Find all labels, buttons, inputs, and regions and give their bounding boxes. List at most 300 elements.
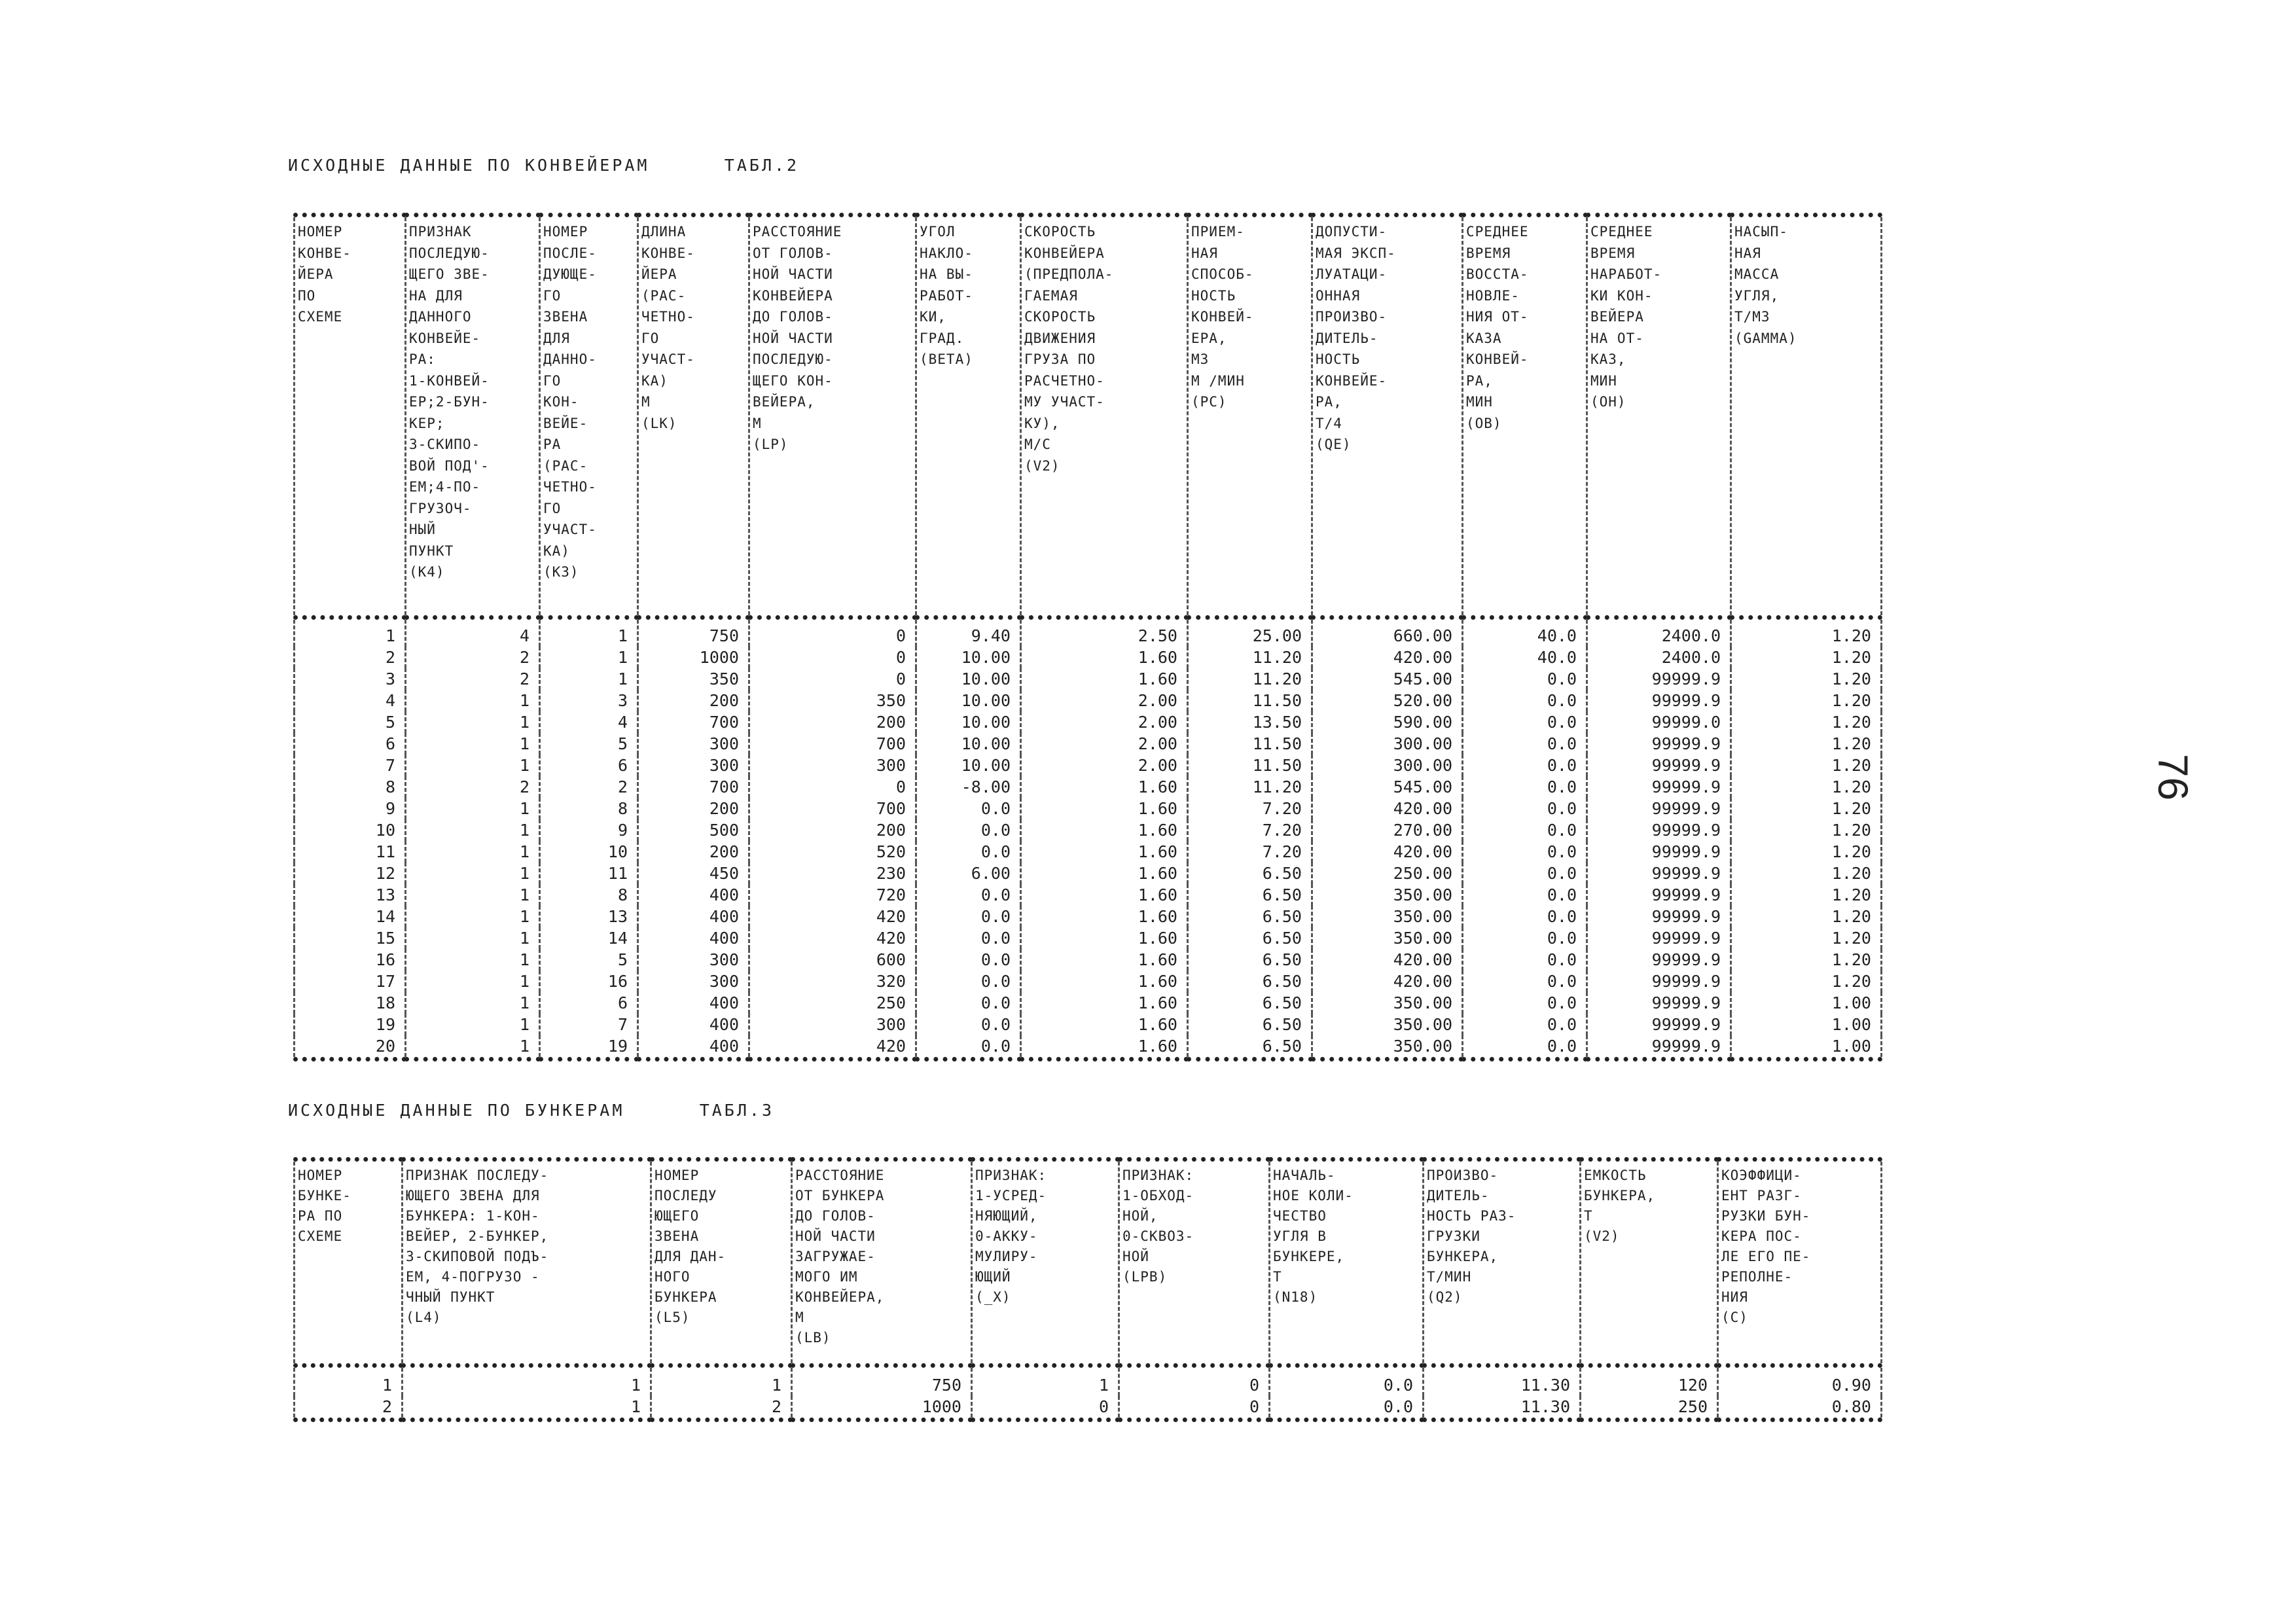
table-cell: 400 xyxy=(638,992,749,1014)
column-header: СКОРОСТЬ КОНВЕЙЕРА (ПРЕДПОЛА- ГАЕМАЯ СКОРОСТЬ ДВИЖЕНИЯ ГРУЗА ПО РАСЧЕТНО- МУ УЧАСТ- КУ), М/С (V2) xyxy=(1021,215,1188,618)
table-cell: 1 xyxy=(403,1396,651,1420)
column-header: ДЛИНА КОНВЕ- ЙЕРА (РАС- ЧЕТНО- ГО УЧАСТ- КА) М (LK) xyxy=(638,215,749,618)
table-cell: 2.00 xyxy=(1021,690,1188,711)
table-cell: 0.0 xyxy=(1463,819,1587,841)
table-cell: 1 xyxy=(540,668,638,690)
table-cell: 1 xyxy=(406,927,540,949)
table-cell: 8 xyxy=(295,776,406,798)
column-header: ПРИЗНАК: 1-ОБХОД- НОЙ, 0-СКВОЗ- НОЙ (LPB) xyxy=(1119,1160,1270,1366)
table-row xyxy=(295,755,1882,776)
table-cell: 1 xyxy=(406,711,540,733)
table-cell: 0 xyxy=(749,618,916,647)
table-cell: -8.00 xyxy=(916,776,1021,798)
table-cell: 300 xyxy=(638,949,749,971)
column-header: РАССТОЯНИЕ ОТ БУНКЕРА ДО ГОЛОВ- НОЙ ЧАСТИ ЗАГРУЖАЕ- МОГО ИМ КОНВЕЙЕРА, М (LB) xyxy=(792,1160,972,1366)
table-cell: 99999.9 xyxy=(1587,906,1731,927)
table-cell: 6 xyxy=(540,755,638,776)
column-header: НОМЕР ПОСЛЕДУ ЮЩЕГО ЗВЕНА ДЛЯ ДАН- НОГО БУНКЕРА (L5) xyxy=(651,1160,792,1366)
column-header: СРЕДНЕЕ ВРЕМЯ НАРАБОТ- КИ КОН- ВЕЙЕРА НА ОТ- КАЗ, МИН (ОН) xyxy=(1587,215,1731,618)
table-cell: 8 xyxy=(540,884,638,906)
table-cell: 11.50 xyxy=(1188,755,1312,776)
table-cell: 400 xyxy=(638,1014,749,1035)
column-header: КОЭФФИЦИ- ЕНТ РАЗГ- РУЗКИ БУН- КЕРА ПОС- ЛЕ ЕГО ПЕ- РЕПОЛНЕ- НИЯ (C) xyxy=(1718,1160,1882,1366)
table-cell: 16 xyxy=(295,949,406,971)
table-cell: 420.00 xyxy=(1312,647,1463,668)
table-cell: 1.60 xyxy=(1021,1014,1188,1035)
table-cell: 1 xyxy=(406,690,540,711)
table-cell: 0.0 xyxy=(1463,841,1587,863)
table-cell: 0.0 xyxy=(1463,927,1587,949)
table-cell: 19 xyxy=(295,1014,406,1035)
table-cell: 1.20 xyxy=(1731,971,1882,992)
column-header: ПРИЗНАК: 1-УСРЕД- НЯЮЩИЙ, 0-АККУ- МУЛИРУ- ЮЩИЙ (_X) xyxy=(972,1160,1119,1366)
table-cell: 0.0 xyxy=(1463,668,1587,690)
table-cell: 420.00 xyxy=(1312,841,1463,863)
table-cell: 350 xyxy=(638,668,749,690)
table-cell: 5 xyxy=(540,733,638,755)
column-header: НОМЕР КОНВЕ- ЙЕРА ПО СХЕМЕ xyxy=(295,215,406,618)
table-cell: 11 xyxy=(540,863,638,884)
table-cell: 230 xyxy=(749,863,916,884)
table-cell: 600 xyxy=(749,949,916,971)
table-cell: 1.20 xyxy=(1731,733,1882,755)
table-cell: 545.00 xyxy=(1312,668,1463,690)
table2-title: ИСХОДНЫЕ ДАННЫЕ ПО КОНВЕЙЕРАМ ТАБЛ.2 xyxy=(288,156,800,175)
table-row xyxy=(295,733,1882,755)
table-cell: 500 xyxy=(638,819,749,841)
table-cell: 10.00 xyxy=(916,755,1021,776)
table-cell: 4 xyxy=(406,618,540,647)
table-cell: 1.20 xyxy=(1731,711,1882,733)
table-cell: 350.00 xyxy=(1312,927,1463,949)
table-cell: 250.00 xyxy=(1312,863,1463,884)
table-cell: 99999.9 xyxy=(1587,1035,1731,1060)
table-cell: 1.20 xyxy=(1731,949,1882,971)
table-cell: 10.00 xyxy=(916,690,1021,711)
table-cell: 7.20 xyxy=(1188,819,1312,841)
table-cell: 2 xyxy=(406,647,540,668)
table-cell: 1000 xyxy=(638,647,749,668)
table-cell: 99999.9 xyxy=(1587,884,1731,906)
table-cell: 2.50 xyxy=(1021,618,1188,647)
table-cell: 2 xyxy=(406,776,540,798)
table-cell: 200 xyxy=(638,841,749,863)
table-cell: 1.20 xyxy=(1731,819,1882,841)
table-cell: 450 xyxy=(638,863,749,884)
table-row xyxy=(295,841,1882,863)
table-cell: 420.00 xyxy=(1312,949,1463,971)
table-cell: 2 xyxy=(540,776,638,798)
table-cell: 420.00 xyxy=(1312,798,1463,819)
table-row xyxy=(295,1014,1882,1035)
table-row xyxy=(295,949,1882,971)
table-cell: 99999.9 xyxy=(1587,863,1731,884)
table-cell: 1.60 xyxy=(1021,992,1188,1014)
table-cell: 0.90 xyxy=(1718,1366,1882,1397)
table-cell: 13 xyxy=(295,884,406,906)
table-cell: 5 xyxy=(295,711,406,733)
table-cell: 10 xyxy=(295,819,406,841)
table-cell: 6.50 xyxy=(1188,1035,1312,1060)
page-number: 76 xyxy=(2149,754,2197,801)
table-cell: 0 xyxy=(1119,1366,1270,1397)
table-cell: 18 xyxy=(295,992,406,1014)
table-cell: 200 xyxy=(749,819,916,841)
table-cell: 1.20 xyxy=(1731,668,1882,690)
table-cell: 0.0 xyxy=(1463,992,1587,1014)
bunker-table-body xyxy=(295,1366,1882,1420)
bunker-table xyxy=(293,1157,1882,1422)
table-cell: 11 xyxy=(295,841,406,863)
table-cell: 14 xyxy=(540,927,638,949)
table-cell: 1 xyxy=(406,733,540,755)
table-cell: 25.00 xyxy=(1188,618,1312,647)
table-row xyxy=(295,668,1882,690)
table-cell: 0.0 xyxy=(1463,711,1587,733)
table-cell: 1.60 xyxy=(1021,1035,1188,1060)
table-cell: 99999.9 xyxy=(1587,841,1731,863)
table-cell: 660.00 xyxy=(1312,618,1463,647)
table-cell: 0.0 xyxy=(916,819,1021,841)
table-cell: 1 xyxy=(406,819,540,841)
table-cell: 1 xyxy=(295,1366,403,1397)
table-cell: 1.60 xyxy=(1021,971,1188,992)
table-cell: 7.20 xyxy=(1188,841,1312,863)
column-header: НОМЕР ПОСЛЕ- ДУЮЩЕ- ГО ЗВЕНА ДЛЯ ДАННО- ГО КОН- ВЕЙЕ- РА (РАС- ЧЕТНО- ГО УЧАСТ- КА) (К3) xyxy=(540,215,638,618)
table-cell: 1.20 xyxy=(1731,647,1882,668)
table-cell: 6.00 xyxy=(916,863,1021,884)
table-cell: 200 xyxy=(638,690,749,711)
table-cell: 16 xyxy=(540,971,638,992)
table-cell: 99999.9 xyxy=(1587,927,1731,949)
table-cell: 17 xyxy=(295,971,406,992)
table-cell: 99999.9 xyxy=(1587,819,1731,841)
table-cell: 350.00 xyxy=(1312,906,1463,927)
table-cell: 0.0 xyxy=(916,841,1021,863)
table-cell: 0.0 xyxy=(1463,755,1587,776)
table-cell: 300 xyxy=(638,733,749,755)
table-cell: 6.50 xyxy=(1188,884,1312,906)
table-row xyxy=(295,1396,1882,1420)
table-cell: 9 xyxy=(540,819,638,841)
table-cell: 420.00 xyxy=(1312,971,1463,992)
table-cell: 1.60 xyxy=(1021,668,1188,690)
table-cell: 2400.0 xyxy=(1587,647,1731,668)
table-cell: 720 xyxy=(749,884,916,906)
table-cell: 6.50 xyxy=(1188,906,1312,927)
table-cell: 1.60 xyxy=(1021,863,1188,884)
table-cell: 0 xyxy=(749,668,916,690)
table-cell: 200 xyxy=(749,711,916,733)
table-cell: 7 xyxy=(295,755,406,776)
table-cell: 1.20 xyxy=(1731,755,1882,776)
table-cell: 6.50 xyxy=(1188,927,1312,949)
table-row xyxy=(295,618,1882,647)
table-cell: 0 xyxy=(749,647,916,668)
table-cell: 12 xyxy=(295,863,406,884)
table-cell: 1 xyxy=(406,863,540,884)
table-row xyxy=(295,711,1882,733)
table-cell: 10 xyxy=(540,841,638,863)
table-cell: 1.60 xyxy=(1021,798,1188,819)
table-cell: 0.0 xyxy=(1270,1366,1424,1397)
table-cell: 0.0 xyxy=(1463,884,1587,906)
column-header: ПРИЕМ- НАЯ СПОСОБ- НОСТЬ КОНВЕЙ- ЕРА, М3 М /МИН (PC) xyxy=(1188,215,1312,618)
table-cell: 350.00 xyxy=(1312,1014,1463,1035)
table-cell: 99999.9 xyxy=(1587,1014,1731,1035)
table-cell: 400 xyxy=(638,1035,749,1060)
table-cell: 99999.9 xyxy=(1587,776,1731,798)
table-cell: 0.0 xyxy=(916,949,1021,971)
table-cell: 1.20 xyxy=(1731,618,1882,647)
table-cell: 200 xyxy=(638,798,749,819)
table-cell: 300 xyxy=(749,1014,916,1035)
table-header-row xyxy=(295,1160,1882,1366)
table-cell: 10.00 xyxy=(916,733,1021,755)
table-cell: 1.20 xyxy=(1731,690,1882,711)
table-cell: 1.20 xyxy=(1731,906,1882,927)
table-cell: 6.50 xyxy=(1188,949,1312,971)
table-cell: 0 xyxy=(972,1396,1119,1420)
table-cell: 1 xyxy=(295,618,406,647)
table-cell: 11.50 xyxy=(1188,690,1312,711)
table-cell: 10.00 xyxy=(916,647,1021,668)
table-cell: 9.40 xyxy=(916,618,1021,647)
table-cell: 1.60 xyxy=(1021,884,1188,906)
table-cell: 1000 xyxy=(792,1396,972,1420)
table-cell: 400 xyxy=(638,927,749,949)
table-cell: 1 xyxy=(406,949,540,971)
table-cell: 1 xyxy=(651,1366,792,1397)
table-cell: 99999.0 xyxy=(1587,711,1731,733)
table-cell: 0.0 xyxy=(1463,1014,1587,1035)
table-row xyxy=(295,1035,1882,1060)
table-cell: 400 xyxy=(638,906,749,927)
table-cell: 350 xyxy=(749,690,916,711)
table-cell: 300 xyxy=(749,755,916,776)
conveyor-table-body xyxy=(295,618,1882,1060)
table-row xyxy=(295,819,1882,841)
table-cell: 13.50 xyxy=(1188,711,1312,733)
table-cell: 6.50 xyxy=(1188,971,1312,992)
table-cell: 11.20 xyxy=(1188,668,1312,690)
table-cell: 0.0 xyxy=(1463,733,1587,755)
table-cell: 120 xyxy=(1581,1366,1718,1397)
table-cell: 750 xyxy=(638,618,749,647)
table-row xyxy=(295,971,1882,992)
table-cell: 14 xyxy=(295,906,406,927)
table-cell: 0.0 xyxy=(916,971,1021,992)
table-cell: 99999.9 xyxy=(1587,733,1731,755)
table-cell: 1 xyxy=(406,884,540,906)
table-cell: 1 xyxy=(406,906,540,927)
table-cell: 420 xyxy=(749,1035,916,1060)
table-cell: 0.0 xyxy=(916,906,1021,927)
table-cell: 0.0 xyxy=(916,992,1021,1014)
table-cell: 0.0 xyxy=(1463,863,1587,884)
table-cell: 0 xyxy=(749,776,916,798)
column-header: ПРИЗНАК ПОСЛЕДУЮ- ЩЕГО ЗВЕ- НА ДЛЯ ДАННОГО КОНВЕЙЕ- РА: 1-КОНВЕЙ- ЕР;2-БУН- КЕР; 3-СКИПО- ВОЙ ПОД'- ЕМ;4-ПО- ГРУЗОЧ- НЫЙ ПУНКТ (К4) xyxy=(406,215,540,618)
table-cell: 6.50 xyxy=(1188,863,1312,884)
table-cell: 40.0 xyxy=(1463,618,1587,647)
table-cell: 545.00 xyxy=(1312,776,1463,798)
table-cell: 11.30 xyxy=(1424,1366,1581,1397)
table-cell: 270.00 xyxy=(1312,819,1463,841)
table-row xyxy=(295,884,1882,906)
table-cell: 0.0 xyxy=(1463,949,1587,971)
table-cell: 20 xyxy=(295,1035,406,1060)
table-row xyxy=(295,906,1882,927)
table-cell: 2.00 xyxy=(1021,733,1188,755)
table-cell: 420 xyxy=(749,906,916,927)
table-cell: 700 xyxy=(749,733,916,755)
table-cell: 3 xyxy=(540,690,638,711)
table-cell: 0.0 xyxy=(916,884,1021,906)
table-cell: 0.0 xyxy=(1463,690,1587,711)
table-cell: 9 xyxy=(295,798,406,819)
table-cell: 99999.9 xyxy=(1587,971,1731,992)
table-cell: 7.20 xyxy=(1188,798,1312,819)
table-cell: 99999.9 xyxy=(1587,690,1731,711)
table-cell: 6.50 xyxy=(1188,1014,1312,1035)
table-cell: 350.00 xyxy=(1312,992,1463,1014)
table-row xyxy=(295,776,1882,798)
table-cell: 520.00 xyxy=(1312,690,1463,711)
table-header-row xyxy=(295,215,1882,618)
column-header: НОМЕР БУНКЕ- РА ПО СХЕМЕ xyxy=(295,1160,403,1366)
table-cell: 1.60 xyxy=(1021,949,1188,971)
table-cell: 6.50 xyxy=(1188,992,1312,1014)
table-cell: 99999.9 xyxy=(1587,668,1731,690)
table-cell: 300 xyxy=(638,971,749,992)
table-cell: 1 xyxy=(406,1014,540,1035)
table-cell: 4 xyxy=(540,711,638,733)
table-cell: 250 xyxy=(1581,1396,1718,1420)
column-header: ПРОИЗВО- ДИТЕЛЬ- НОСТЬ РАЗ- ГРУЗКИ БУНКЕРА, Т/МИН (Q2) xyxy=(1424,1160,1581,1366)
table-cell: 1.60 xyxy=(1021,647,1188,668)
table-cell: 13 xyxy=(540,906,638,927)
table-cell: 1.00 xyxy=(1731,1035,1882,1060)
table-cell: 1.60 xyxy=(1021,927,1188,949)
table-cell: 10.00 xyxy=(916,711,1021,733)
table-cell: 10.00 xyxy=(916,668,1021,690)
table-cell: 0.0 xyxy=(916,927,1021,949)
table-row xyxy=(295,647,1882,668)
table-cell: 1 xyxy=(540,618,638,647)
table-cell: 2 xyxy=(295,647,406,668)
table-cell: 1.20 xyxy=(1731,798,1882,819)
table-cell: 300 xyxy=(638,755,749,776)
table-cell: 8 xyxy=(540,798,638,819)
table-cell: 1 xyxy=(406,755,540,776)
table-cell: 320 xyxy=(749,971,916,992)
table-cell: 1.00 xyxy=(1731,992,1882,1014)
table-cell: 1.60 xyxy=(1021,906,1188,927)
table-cell: 99999.9 xyxy=(1587,949,1731,971)
table-cell: 0.0 xyxy=(916,798,1021,819)
table-cell: 1 xyxy=(972,1366,1119,1397)
table-cell: 0.0 xyxy=(1463,1035,1587,1060)
table-cell: 700 xyxy=(638,776,749,798)
table-row xyxy=(295,992,1882,1014)
table-cell: 2400.0 xyxy=(1587,618,1731,647)
column-header: РАССТОЯНИЕ ОТ ГОЛОВ- НОЙ ЧАСТИ КОНВЕЙЕРА ДО ГОЛОВ- НОЙ ЧАСТИ ПОСЛЕДУЮ- ЩЕГО КОН- ВЕЙЕРА, М (LP) xyxy=(749,215,916,618)
table-cell: 11.30 xyxy=(1424,1396,1581,1420)
table-cell: 19 xyxy=(540,1035,638,1060)
table-cell: 4 xyxy=(295,690,406,711)
table-cell: 350.00 xyxy=(1312,1035,1463,1060)
table-cell: 1.20 xyxy=(1731,927,1882,949)
table-cell: 0.0 xyxy=(1463,776,1587,798)
table-cell: 2.00 xyxy=(1021,711,1188,733)
table-cell: 99999.9 xyxy=(1587,798,1731,819)
table-cell: 6 xyxy=(295,733,406,755)
column-header: УГОЛ НАКЛО- НА ВЫ- РАБОТ- КИ, ГРАД. (BETA) xyxy=(916,215,1021,618)
table-cell: 1.20 xyxy=(1731,863,1882,884)
table-cell: 590.00 xyxy=(1312,711,1463,733)
table-cell: 350.00 xyxy=(1312,884,1463,906)
table-row xyxy=(295,1366,1882,1397)
table-cell: 520 xyxy=(749,841,916,863)
table-cell: 700 xyxy=(749,798,916,819)
table-cell: 1.20 xyxy=(1731,884,1882,906)
table-cell: 0.80 xyxy=(1718,1396,1882,1420)
table-cell: 420 xyxy=(749,927,916,949)
table-cell: 0.0 xyxy=(916,1035,1021,1060)
table-cell: 1.00 xyxy=(1731,1014,1882,1035)
table-cell: 99999.9 xyxy=(1587,755,1731,776)
table-cell: 1 xyxy=(406,992,540,1014)
column-header: ЕМКОСТЬ БУНКЕРА, Т (V2) xyxy=(1581,1160,1718,1366)
table-cell: 250 xyxy=(749,992,916,1014)
table-cell: 0.0 xyxy=(1463,971,1587,992)
table-cell: 7 xyxy=(540,1014,638,1035)
table-cell: 700 xyxy=(638,711,749,733)
column-header: НАСЫП- НАЯ МАССА УГЛЯ, Т/М3 (GAMMA) xyxy=(1731,215,1882,618)
column-header: СРЕДНЕЕ ВРЕМЯ ВОССТА- НОВЛЕ- НИЯ ОТ- КАЗА КОНВЕЙ- РА, МИН (ОВ) xyxy=(1463,215,1587,618)
table-cell: 99999.9 xyxy=(1587,992,1731,1014)
table-cell: 1.60 xyxy=(1021,841,1188,863)
table-cell: 11.20 xyxy=(1188,647,1312,668)
table3-title: ИСХОДНЫЕ ДАННЫЕ ПО БУНКЕРАМ ТАБЛ.3 xyxy=(288,1101,774,1120)
table-cell: 1.20 xyxy=(1731,841,1882,863)
table-cell: 1 xyxy=(406,798,540,819)
table-cell: 300.00 xyxy=(1312,755,1463,776)
table-row xyxy=(295,798,1882,819)
table-cell: 5 xyxy=(540,949,638,971)
table-cell: 15 xyxy=(295,927,406,949)
table-cell: 0 xyxy=(1119,1396,1270,1420)
table-cell: 2 xyxy=(651,1396,792,1420)
table-cell: 1 xyxy=(406,971,540,992)
table-cell: 0.0 xyxy=(916,1014,1021,1035)
column-header: ПРИЗНАК ПОСЛЕДУ- ЮЩЕГО ЗВЕНА ДЛЯ БУНКЕРА: 1-КОН- ВЕЙЕР, 2-БУНКЕР, 3-СКИПОВОЙ ПОДЪ- ЕМ, 4-ПОГРУЗО - ЧНЫЙ ПУНКТ (L4) xyxy=(403,1160,651,1366)
table-cell: 750 xyxy=(792,1366,972,1397)
table-row xyxy=(295,690,1882,711)
table-cell: 6 xyxy=(540,992,638,1014)
table-cell: 40.0 xyxy=(1463,647,1587,668)
table-cell: 300.00 xyxy=(1312,733,1463,755)
table-cell: 2.00 xyxy=(1021,755,1188,776)
table-cell: 11.50 xyxy=(1188,733,1312,755)
conveyor-table xyxy=(293,213,1882,1061)
table-cell: 3 xyxy=(295,668,406,690)
table-cell: 1 xyxy=(406,1035,540,1060)
table-cell: 0.0 xyxy=(1463,906,1587,927)
table-cell: 11.20 xyxy=(1188,776,1312,798)
table-cell: 1 xyxy=(403,1366,651,1397)
table-row xyxy=(295,927,1882,949)
